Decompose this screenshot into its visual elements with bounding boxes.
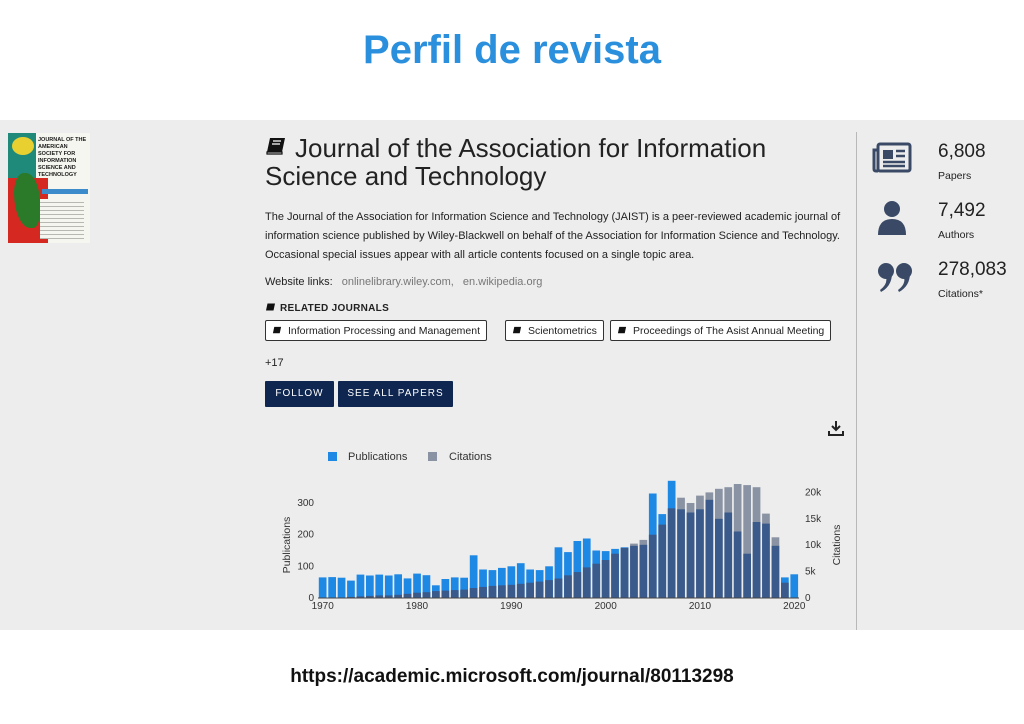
related-journals-heading: [265, 303, 389, 314]
bar-1970: [319, 577, 327, 598]
bar-overlap-2008: [677, 509, 685, 598]
bar-overlap-2015: [743, 554, 751, 598]
bar-overlap-1997: [574, 572, 582, 598]
bar-overlap-1986: [470, 588, 478, 598]
bar-overlap-2005: [649, 535, 657, 598]
publications-citations-chart: [265, 440, 850, 622]
website-links: [265, 276, 542, 288]
user-icon: [876, 200, 908, 236]
bar-overlap-1982: [432, 591, 440, 598]
bar-overlap-1994: [545, 580, 553, 598]
bar-overlap-2018: [772, 546, 780, 598]
bar-2020: [790, 574, 798, 598]
see-all-papers-button[interactable]: SEE ALL PAPERS: [338, 381, 453, 407]
bar-1971: [328, 577, 336, 598]
bar-overlap-2017: [762, 524, 770, 598]
bar-overlap-2006: [658, 525, 666, 598]
bar-overlap-1998: [583, 567, 591, 598]
bar-1973: [347, 581, 355, 598]
related-journal-chip-2[interactable]: [505, 320, 604, 341]
bar-overlap-1979: [404, 594, 412, 598]
y-right-tick: 0: [805, 593, 811, 604]
bar-overlap-1987: [479, 587, 487, 598]
bar-overlap-1996: [564, 575, 572, 598]
bar-overlap-1990: [508, 585, 516, 598]
bar-1976: [375, 575, 383, 598]
bar-overlap-1988: [489, 586, 497, 598]
journal-title-text: Journal of the Association for Information Science and Technology: [265, 133, 767, 191]
journal-title: [265, 134, 825, 190]
legend-label-citations: Citations: [449, 451, 492, 463]
bar-overlap-2003: [630, 546, 638, 598]
bar-overlap-2012: [715, 519, 723, 598]
y-left-tick: 200: [297, 529, 314, 541]
related-journal-chip-3[interactable]: [610, 320, 831, 341]
bar-overlap-2019: [781, 583, 789, 598]
slide-title: Perfil de revista: [363, 28, 661, 72]
bar-overlap-2004: [640, 545, 648, 598]
bar-overlap-2007: [668, 508, 676, 598]
y-right-tick: 5k: [805, 566, 816, 578]
bar-overlap-1992: [526, 583, 534, 598]
bar-overlap-1991: [517, 584, 525, 598]
x-tick-1980: 1980: [405, 601, 429, 612]
y-right-tick: 10k: [805, 540, 822, 552]
bar-overlap-2016: [753, 522, 761, 598]
related-journal-label: Scientometrics: [528, 325, 597, 337]
bar-overlap-1993: [536, 582, 544, 598]
bar-1975: [366, 576, 374, 599]
more-related-count[interactable]: +17: [265, 357, 284, 369]
y-right-tick: 20k: [805, 487, 822, 499]
source-url: https://academic.microsoft.com/journal/80113298: [290, 666, 734, 687]
bar-overlap-1989: [498, 585, 506, 598]
bar-overlap-2014: [734, 532, 742, 599]
bar-1974: [357, 575, 365, 598]
authors-count: 7,492: [938, 200, 986, 221]
legend-label-publications: Publications: [348, 451, 408, 463]
x-tick-1990: 1990: [500, 601, 523, 612]
bar-overlap-2009: [687, 513, 695, 599]
y-left-tick: 0: [308, 593, 314, 604]
website-links-label: Website links:: [265, 276, 333, 288]
papers-label: Papers: [938, 170, 972, 182]
x-tick-1970: 1970: [311, 601, 334, 612]
book-icon: [512, 326, 522, 335]
download-icon[interactable]: [827, 419, 845, 437]
bar-overlap-2013: [724, 513, 732, 599]
book-icon: [265, 137, 287, 155]
y-right-tick: 15k: [805, 513, 822, 525]
citations-label: Citations*: [938, 288, 983, 300]
link-wikipedia[interactable]: en.wikipedia.org: [462, 276, 543, 288]
panel-divider: [856, 132, 857, 630]
bar-overlap-2000: [602, 560, 610, 598]
journal-cover-image: [8, 133, 90, 243]
book-icon: [272, 326, 282, 335]
bar-overlap-1984: [451, 590, 459, 598]
related-journal-label: Proceedings of The Asist Annual Meeting: [633, 325, 825, 337]
bar-overlap-2011: [706, 500, 714, 598]
book-icon: [265, 303, 276, 312]
bar-overlap-2010: [696, 509, 704, 598]
bar-overlap-1999: [592, 564, 600, 598]
bar-overlap-1981: [423, 592, 431, 598]
x-tick-2020: 2020: [783, 601, 806, 612]
journal-description: The Journal of the Association for Information Science and Technology (JAIST) is a peer-reviewed academic journal of information science published by Wiley-Blackwell on behalf of the Association for Information Science and Technology. Occasional special issues appear with all article contents focused on a single topic area.: [265, 211, 841, 261]
bar-overlap-1985: [460, 590, 468, 598]
citations-count: 278,083: [938, 259, 1007, 280]
bar-overlap-2002: [621, 548, 629, 598]
x-tick-2000: 2000: [594, 601, 617, 612]
quote-icon: [878, 262, 914, 294]
x-tick-2010: 2010: [688, 601, 712, 612]
y-left-tick: 300: [297, 498, 314, 509]
bar-overlap-1995: [555, 579, 563, 599]
authors-label: Authors: [938, 229, 975, 241]
book-icon: [617, 326, 627, 335]
bar-1977: [385, 576, 393, 599]
bar-overlap-2001: [611, 554, 619, 598]
papers-count: 6,808: [938, 141, 986, 162]
newspaper-icon: [872, 142, 912, 174]
legend-swatch-publications: [328, 452, 337, 461]
y-left-tick: 100: [297, 561, 314, 573]
bar-1972: [338, 578, 346, 598]
follow-button[interactable]: FOLLOW: [265, 381, 334, 407]
y-right-axis-title: Citations: [831, 524, 843, 566]
cover-title-text: JOURNAL OF THE AMERICAN SOCIETY FOR INFORMATION SCIENCE AND TECHNOLOGY: [38, 137, 87, 178]
journal-profile-panel: [0, 120, 1024, 630]
bar-1978: [394, 574, 402, 598]
related-journal-chip-1[interactable]: [265, 320, 487, 341]
bar-overlap-1980: [413, 593, 421, 598]
bar-overlap-1983: [442, 591, 450, 598]
link-wiley[interactable]: onlinelibrary.wiley.com,: [341, 276, 454, 288]
legend-swatch-citations: [428, 452, 437, 461]
y-left-axis-title: Publications: [281, 516, 293, 574]
related-heading-text: RELATED JOURNALS: [280, 303, 390, 314]
related-journal-label: Information Processing and Management: [288, 325, 481, 337]
